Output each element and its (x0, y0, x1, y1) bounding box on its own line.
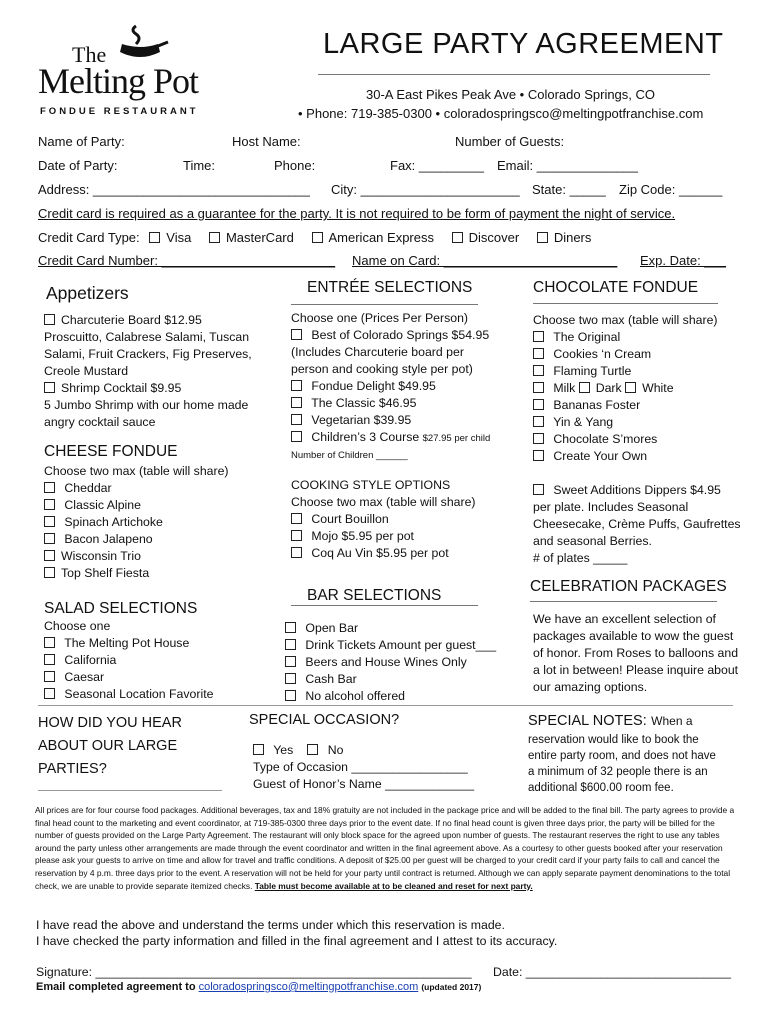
checkbox-icon[interactable] (533, 348, 544, 359)
occasion-type-field[interactable]: Type of Occasion _________________ (253, 760, 468, 774)
appetizers-list: Charcuterie Board $12.95 Proscuitto, Calabrese Salami, Tuscan Salami, Fruit Crackers, Fig Preserves, Creole Mustard Shrimp Cocktail $9.95 5 Jumbo Shrimp with our home made angry cocktail sauce (44, 313, 252, 429)
bar-divider (291, 605, 478, 606)
salad-heading: SALAD SELECTIONS (44, 600, 198, 617)
notes-text: reservation would like to book the entire party room, and does not have a minimum of 32 people there is an additional $600.00 room fee. (528, 734, 716, 794)
field-host-name[interactable]: Host Name: (232, 134, 301, 149)
cooking-list: COOKING STYLE OPTIONS Choose two max (table will share) Court Bouillon Mojo $5.95 per pot Coq Au Vin $5.95 per pot (291, 478, 476, 560)
checkbox-icon[interactable] (291, 414, 302, 425)
contact-line: • Phone: 719-385-0300 • coloradospringsco@meltingpotfranchise.com (298, 106, 704, 121)
list-item[interactable]: Beers and House Wines Only (285, 654, 496, 671)
field-phone[interactable]: Phone: (274, 158, 316, 173)
checkbox-icon[interactable] (44, 499, 55, 510)
celebration-heading: CELEBRATION PACKAGES (530, 578, 727, 595)
list-item[interactable]: Milk Dark White (533, 380, 741, 397)
checkbox-american-express[interactable] (312, 232, 323, 243)
field-time[interactable]: Time: (183, 158, 216, 173)
list-item[interactable]: Court Bouillon (291, 511, 476, 528)
checkbox-icon[interactable] (291, 397, 302, 408)
logo-name: Melting Pot (38, 61, 199, 101)
celebration-divider (530, 601, 717, 602)
checkbox-icon[interactable] (291, 547, 302, 558)
list-item[interactable]: Create Your Own (533, 448, 741, 465)
list-item[interactable]: No alcohol offered (285, 688, 496, 705)
checkbox-icon[interactable] (44, 688, 55, 699)
list-item[interactable]: Spinach Artichoke (44, 514, 229, 531)
checkbox-icon[interactable] (533, 416, 544, 427)
email-instruction: Email completed agreement to coloradospringsco@meltingpotfranchise.com (updated 2017) (36, 981, 482, 993)
checkbox-icon[interactable] (533, 331, 544, 342)
occasion-no[interactable]: No (307, 743, 343, 757)
checkbox-mastercard[interactable] (209, 232, 220, 243)
list-item[interactable]: Seasonal Location Favorite (44, 686, 213, 703)
list-item[interactable]: Best of Colorado Springs $54.95 (291, 327, 490, 344)
email-link[interactable]: coloradospringsco@meltingpotfranchise.com (198, 981, 419, 993)
occasion-form (253, 742, 474, 793)
entree-list: Choose one (Prices Per Person) Best of Colorado Springs $54.95 (Includes Charcuterie board per person and cooking style per pot) Fondue Delight $49.95 The Classic $46.95 Vegetarian $39.95 Children’s 3 Course $27.95 per child Number of Children ______ (291, 310, 490, 464)
cheese-heading: CHEESE FONDUE (44, 443, 178, 460)
logo-the: The (72, 42, 107, 67)
chocolate-list: Choose two max (table will share) The Original Cookies ‘n Cream Flaming Turtle Milk Dark White Bananas Foster Yin & Yang Chocolate S’mores Create Your Own Sweet Additions Dippers $4.95 per plate. Includes Seasonal Cheesecake, Crème Puffs, Gaufrettes and seasonal Berries. # of plates _____ (533, 313, 741, 565)
checkbox-visa[interactable] (149, 232, 160, 243)
field-name-on-card[interactable]: Name on Card: ________________________ (352, 253, 618, 268)
title-divider (318, 74, 710, 75)
field-address[interactable]: Address: ______________________________ (38, 182, 310, 197)
bar-list (285, 620, 496, 705)
entree-heading: ENTRÉE SELECTIONS (307, 279, 473, 296)
checkbox-icon[interactable] (625, 382, 636, 393)
list-item[interactable]: Caesar (44, 669, 213, 686)
list-item[interactable]: The Classic $46.95 (291, 395, 490, 412)
checkbox-icon[interactable] (307, 744, 318, 755)
checkbox-icon[interactable] (285, 690, 296, 701)
credit-note: Credit card is required as a guarantee for the party. It is not required to be form of payment the night of service. (38, 206, 676, 221)
celebration-text: We have an excellent selection of packages available to wow the guest of honor. From Roses to balloons and a lot in between! Please inquire about our amazing options. (533, 612, 739, 694)
logo (38, 22, 213, 122)
occasion-heading: SPECIAL OCCASION? (249, 712, 400, 728)
chocolate-divider (533, 303, 718, 304)
field-city[interactable]: City: ______________________ (331, 182, 520, 197)
checkbox-diners[interactable] (537, 232, 548, 243)
date-field[interactable]: Date: ______________________________ (493, 965, 731, 979)
list-item[interactable]: Open Bar (285, 620, 496, 637)
field-zip[interactable]: Zip Code: ______ (619, 182, 723, 197)
checkbox-icon[interactable] (533, 433, 544, 444)
guest-of-honor-field[interactable]: Guest of Honor’s Name _____________ (253, 777, 475, 791)
checkbox-icon[interactable] (285, 656, 296, 667)
list-item[interactable]: Cheddar (44, 480, 229, 497)
checkbox-icon[interactable] (44, 482, 55, 493)
list-item[interactable]: Wisconsin Trio (44, 548, 229, 565)
appetizers-heading: Appetizers (46, 283, 129, 303)
field-card-number[interactable]: Credit Card Number: ________________________ (38, 253, 336, 268)
checkbox-icon[interactable] (533, 365, 544, 376)
occasion-yes[interactable]: Yes (253, 743, 293, 757)
hear-answer-line[interactable] (38, 790, 222, 791)
checkbox-icon[interactable] (579, 382, 590, 393)
checkbox-icon[interactable] (44, 516, 55, 527)
list-item[interactable]: Drink Tickets Amount per guest___ (285, 637, 496, 654)
appetizer-item[interactable]: Shrimp Cocktail $9.95 (44, 380, 252, 397)
plates-field[interactable]: # of plates _____ (533, 551, 628, 565)
checkbox-icon[interactable] (44, 567, 55, 578)
list-item[interactable]: Children’s 3 Course $27.95 per child (291, 429, 490, 447)
checkbox-icon[interactable] (533, 382, 544, 393)
appetizer-item[interactable]: Charcuterie Board $12.95 (44, 312, 252, 329)
address-line: 30-A East Pikes Peak Ave • Colorado Springs, CO (366, 87, 656, 102)
field-exp-date[interactable]: Exp. Date: ___ (640, 253, 726, 268)
field-name-of-party[interactable]: Name of Party: (38, 134, 125, 149)
checkbox-icon[interactable] (44, 637, 55, 648)
list-item[interactable]: Yin & Yang (533, 414, 741, 431)
checkbox-icon[interactable] (291, 513, 302, 524)
checkbox-icon[interactable] (253, 744, 264, 755)
entree-divider (291, 304, 478, 305)
terms-fine-print: All prices are for four course food packages. Additional beverages, tax and 18% gratuity are not included in the package price and will be added to the final bill. The party agrees to provide a final head count to the marketing and event coordinator, at 719-385-0300 three days prior to the event date. If no final head count is given three days prior, the party will be billed for the number of guests provided on the Large Party Agreement. The restaurant will only block space for the agreed upon number of guests. The restaurant reserves the right to use any tables around the party unless other arrangements are made through the event coordinator and written in the final agreement above. As a courtesy to other guests booked after your reservation please ask your guests to arrive on time and allow for travel and traffic conditions. A deposit of $25.00 per guest will be charged to your credit card if your party fails to call and cancel the reservation by 4 p.m. three days prior to the event. A reservation will not be held for your party until contract is returned. Although we can apply separate payment denominations to the total check, we are unable to provide separate itemized checks. Table must become available at to be cleaned and reset for next party. (35, 805, 735, 891)
list-item[interactable]: Flaming Turtle (533, 363, 741, 380)
list-item[interactable]: California (44, 652, 213, 669)
list-item[interactable]: Vegetarian $39.95 (291, 412, 490, 429)
fondue-pot-logo-icon (110, 22, 170, 62)
children-count-field[interactable]: Number of Children ______ (291, 450, 408, 461)
checkbox-discover[interactable] (452, 232, 463, 243)
field-email[interactable]: Email: ______________ (497, 158, 638, 173)
field-state[interactable]: State: _____ (532, 182, 606, 197)
list-item[interactable]: The Original (533, 329, 741, 346)
list-item[interactable]: The Melting Pot House (44, 635, 213, 652)
cheese-list: Choose two max (table will share) Cheddar Classic Alpine Spinach Artichoke Bacon Jalapeno Wisconsin Trio Top Shelf Fiesta (44, 464, 229, 580)
checkbox-icon[interactable] (285, 622, 296, 633)
list-item[interactable]: Fondue Delight $49.95 (291, 378, 490, 395)
dippers-item[interactable]: Sweet Additions Dippers $4.95 (533, 482, 741, 499)
field-fax[interactable]: Fax: _________ (390, 158, 484, 173)
list-item[interactable]: Bacon Jalapeno (44, 531, 229, 548)
list-item[interactable]: Bananas Foster (533, 397, 741, 414)
checkbox-icon[interactable] (44, 654, 55, 665)
list-item[interactable]: Classic Alpine (44, 497, 229, 514)
checkbox-icon[interactable] (291, 431, 302, 442)
section-divider (38, 705, 733, 706)
signature-field[interactable]: Signature: _______________________________________________________ (36, 965, 472, 979)
checkbox-icon[interactable] (44, 382, 55, 393)
list-item[interactable]: Top Shelf Fiesta (44, 565, 229, 582)
checkbox-icon[interactable] (44, 671, 55, 682)
cooking-heading: COOKING STYLE OPTIONS (291, 478, 451, 492)
hear-heading: HOW DID YOU HEAR ABOUT OUR LARGE PARTIES? (38, 715, 182, 777)
field-date-of-party[interactable]: Date of Party: (38, 158, 118, 173)
list-item[interactable]: Cookies ‘n Cream (533, 346, 741, 363)
page-title: LARGE PARTY AGREEMENT (323, 28, 724, 60)
list-item[interactable]: Cash Bar (285, 671, 496, 688)
field-number-of-guests[interactable]: Number of Guests: (455, 134, 565, 149)
chocolate-heading: CHOCOLATE FONDUE (533, 279, 699, 296)
checkbox-icon[interactable] (44, 533, 55, 544)
logo-tagline: FONDUE RESTAURANT (40, 106, 199, 117)
bar-heading: BAR SELECTIONS (307, 587, 442, 604)
checkbox-icon[interactable] (44, 314, 55, 325)
checkbox-icon[interactable] (285, 673, 296, 684)
notes-heading: SPECIAL NOTES: When a (528, 713, 693, 729)
attest-line-1: I have read the above and understand the terms under which this reservation is made. (36, 918, 505, 932)
attest-line-2: I have checked the party information and filled in the final agreement and I attest to its accuracy. (36, 934, 558, 948)
salad-list: Choose one The Melting Pot House California Caesar Seasonal Location Favorite (44, 619, 214, 701)
checkbox-icon[interactable] (533, 399, 544, 410)
list-item[interactable]: Mojo $5.95 per pot (291, 528, 476, 545)
checkbox-icon[interactable] (44, 550, 55, 561)
list-item[interactable]: Chocolate S’mores (533, 431, 741, 448)
checkbox-icon[interactable] (533, 484, 544, 495)
checkbox-icon[interactable] (291, 329, 302, 340)
checkbox-icon[interactable] (291, 530, 302, 541)
checkbox-icon[interactable] (291, 380, 302, 391)
list-item[interactable]: Coq Au Vin $5.95 per pot (291, 545, 476, 562)
credit-card-type-label: Credit Card Type: (38, 230, 140, 245)
checkbox-icon[interactable] (533, 450, 544, 461)
credit-card-type-row: Credit Card Type: Visa MasterCard American Express Discover Diners (38, 230, 592, 245)
checkbox-icon[interactable] (285, 639, 296, 650)
